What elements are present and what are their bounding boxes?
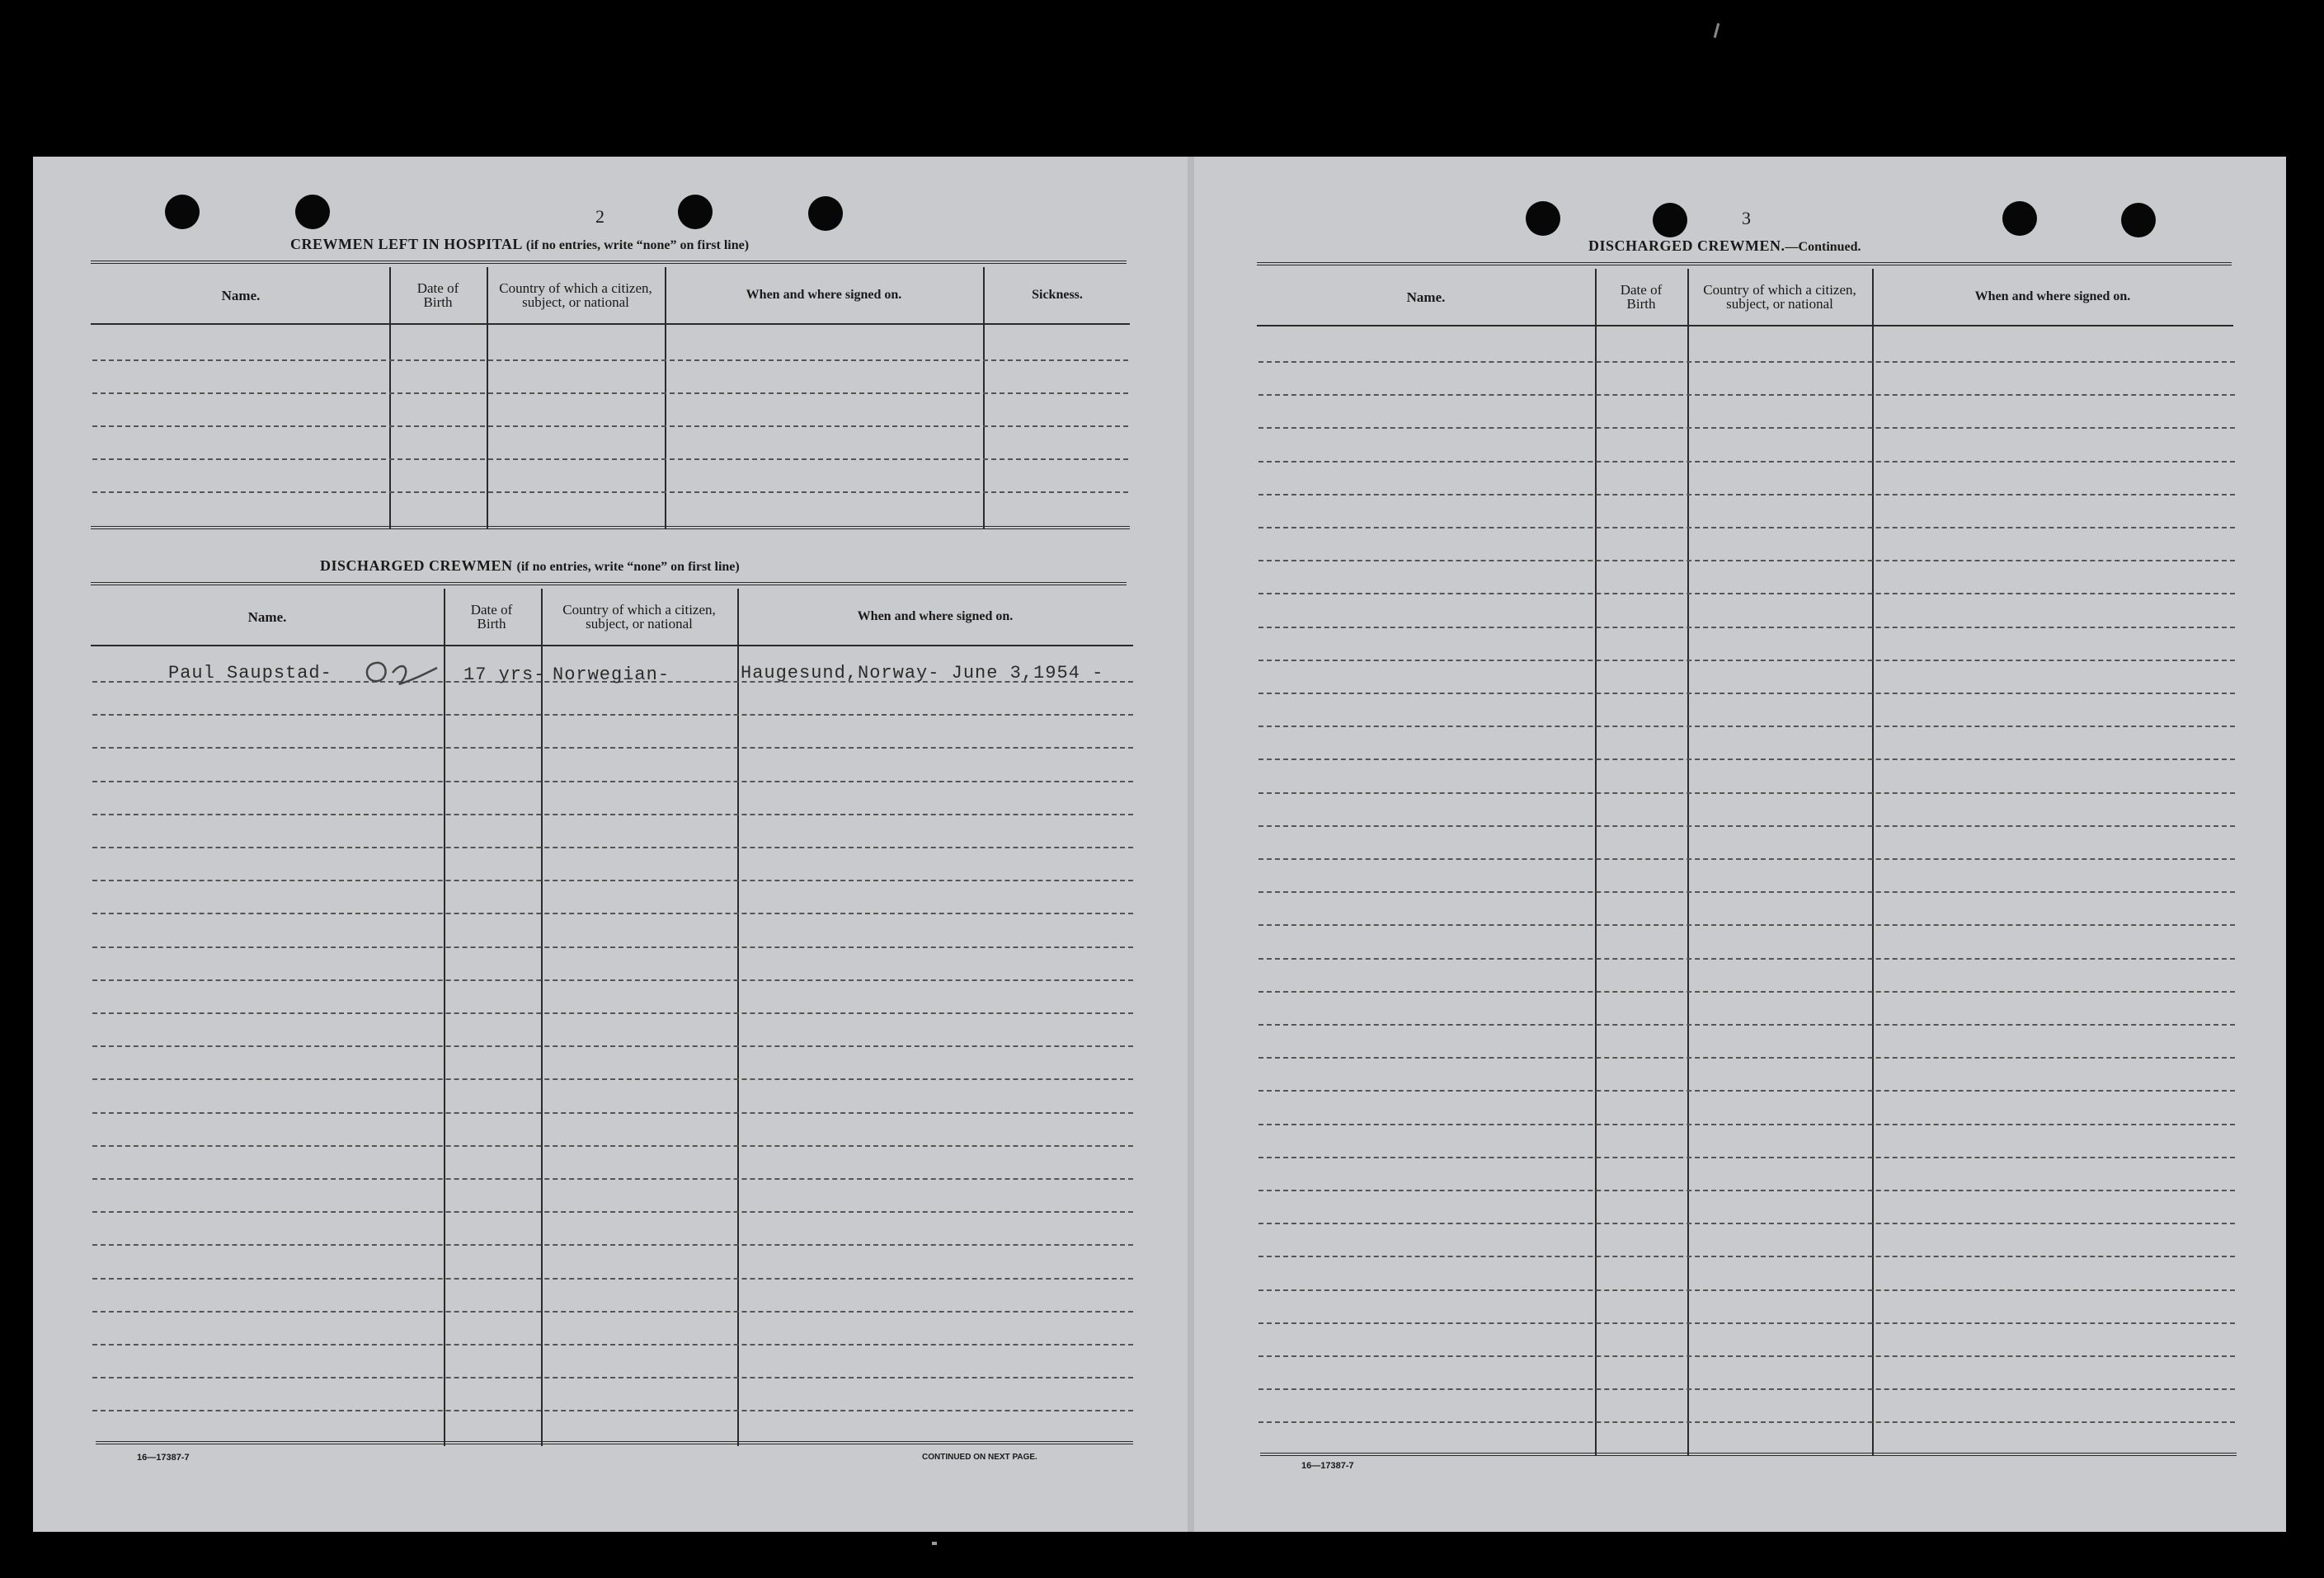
punch-hole-icon [808,196,843,231]
right-title-suffix: —Continued. [1785,240,1861,254]
scan-mark [1714,23,1720,38]
entry-line [92,747,1133,749]
right-table-top-rule [1257,262,2232,265]
form-number: 16—17387-7 [1301,1461,1354,1471]
entry-line [1258,991,2235,993]
entry-line [1258,527,2235,528]
entry-line [92,714,1133,716]
right-col-divider [1872,269,1874,1456]
entry-line [1258,1256,2235,1257]
entry-line [1258,693,2235,694]
hospital-col-divider [389,267,391,529]
entry-line [1258,1388,2235,1390]
entry-line [1258,1057,2235,1059]
entry-line [92,1278,1133,1280]
entry-line [1258,758,2235,760]
hospital-header-rule [91,323,1130,325]
entry-line [92,1145,1133,1147]
entry-line [92,1045,1133,1047]
left-page [33,157,1196,1532]
hospital-table-top-rule [91,261,1127,264]
hospital-col-dob: Date of Birth [416,280,459,310]
entry-line [1258,1157,2235,1158]
entry-line [92,1344,1133,1346]
right-page [1189,157,2286,1532]
entry-line [1258,627,2235,628]
page-number: 3 [1742,208,1751,228]
right-header-rule [1257,325,2233,326]
entry-line [1258,1322,2235,1324]
hospital-col-name: Name. [221,287,261,303]
discharged-section-title [320,557,740,575]
entry-line [1258,1289,2235,1291]
entry-line [92,1244,1133,1246]
entry-line [92,1178,1133,1180]
entry-line [1258,593,2235,594]
right-col-divider [1687,269,1689,1456]
entry-line [1258,891,2235,893]
entry-line [92,1377,1133,1378]
hospital-col-signed-on: When and where signed on. [746,288,902,302]
entry-line [1258,1355,2235,1357]
entry-line [1258,1223,2235,1224]
discharged-col-dob: Date of Birth [470,602,513,632]
discharged-col-divider [541,589,543,1446]
entry-line [92,491,1128,493]
right-col-divider [1595,269,1597,1456]
entry-line [92,847,1133,848]
entry-line [1258,560,2235,561]
entry-line [1258,726,2235,727]
entry-line [92,781,1133,782]
entry-line [1258,394,2235,396]
crewman-dob: 17 yrs- [463,665,546,685]
entry-line [1258,1190,2235,1191]
entry-line [1258,924,2235,926]
punch-hole-icon [165,195,200,229]
punch-hole-icon [1526,201,1560,236]
entry-line [92,392,1128,394]
entry-line [1258,1024,2235,1026]
discharged-title-note: (if no entries, write “none” on first line) [516,560,740,574]
scan-mark [932,1542,937,1545]
right-table-bottom-rule [1260,1453,2237,1456]
entry-line [1258,1124,2235,1125]
punch-hole-icon [1653,203,1687,237]
entry-line [1258,660,2235,661]
hospital-col-country: Country of which a citizen, subject, or national [499,280,652,310]
entry-line [1258,825,2235,827]
punch-hole-icon [678,195,713,229]
right-col-name: Name. [1406,289,1446,305]
hospital-section-title [290,236,749,253]
entry-line [92,1410,1133,1411]
punch-hole-icon [2121,203,2156,237]
right-col-signed-on: When and where signed on. [1974,289,2131,303]
discharged-col-country: Country of which a citizen, subject, or national [562,602,716,632]
entry-line [92,1211,1133,1213]
hospital-title-text: CREWMEN LEFT IN HOSPITAL [290,236,522,252]
crewman-name: Paul Saupstad- [168,663,332,683]
discharged-title-text: DISCHARGED CREWMEN [320,557,513,574]
entry-line [92,880,1133,881]
entry-line [92,1078,1133,1080]
entry-line [92,458,1128,460]
entry-line [92,913,1133,914]
entry-line [1258,1090,2235,1092]
discharged-table-bottom-rule [96,1441,1133,1444]
hospital-col-divider [983,267,985,529]
hospital-col-sickness: Sickness. [1032,288,1083,302]
handwritten-initials [355,643,445,693]
continued-note: CONTINUED ON NEXT PAGE. [922,1453,1037,1462]
entry-line [1258,1421,2235,1423]
discharged-col-divider [737,589,739,1446]
hospital-col-divider [487,267,488,529]
entry-line [92,1012,1133,1014]
form-number: 16—17387-7 [137,1453,190,1463]
discharged-header-rule [91,645,1133,646]
page-number: 2 [595,206,605,227]
right-title-text: DISCHARGED CREWMEN. [1588,237,1785,254]
crewman-country: Norwegian- [553,665,670,685]
hospital-title-note: (if no entries, write “none” on first line) [525,238,750,252]
punch-hole-icon [2002,201,2037,236]
discharged-col-divider [444,589,445,1446]
entry-line [92,425,1128,427]
right-col-country: Country of which a citizen, subject, or national [1703,282,1856,312]
punch-hole-icon [295,195,330,229]
entry-line [92,979,1133,981]
entry-line [92,814,1133,815]
discharged-table-top-rule [91,582,1127,585]
hospital-table-bottom-rule [91,526,1130,529]
entry-line [1258,461,2235,463]
entry-line [1258,958,2235,960]
crewman-signed-on: Haugesund,Norway- June 3,1954 - [741,663,1104,683]
discharged-col-signed-on: When and where signed on. [857,609,1014,623]
entry-line [92,359,1128,361]
right-col-dob: Date of Birth [1620,282,1663,312]
entry-line [1258,858,2235,860]
entry-line [1258,494,2235,495]
page-fold [1188,157,1194,1532]
entry-line [1258,427,2235,429]
discharged-continued-title [1588,237,1861,255]
entry-line [92,1112,1133,1114]
entry-line [1258,792,2235,794]
discharged-col-name: Name. [247,608,287,625]
entry-line [92,1311,1133,1313]
entry-line [92,946,1133,948]
entry-line [1258,361,2235,363]
